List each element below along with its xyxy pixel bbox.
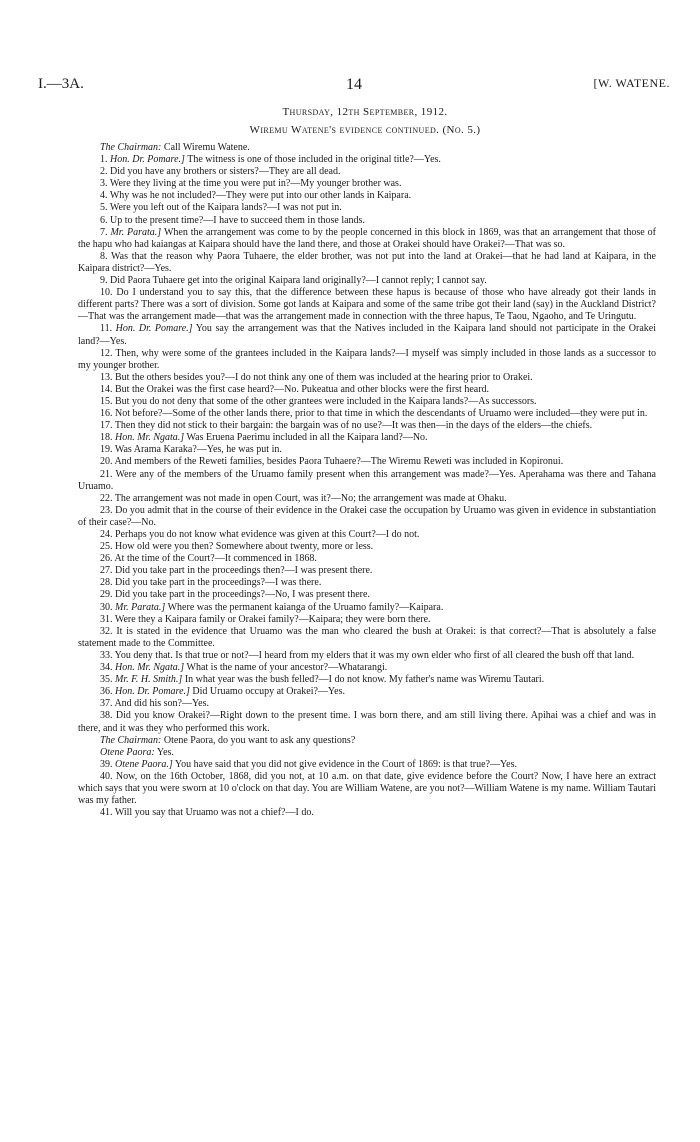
paragraph-text: Was Eruena Paerimu included in all the Kaipara land?—No. bbox=[184, 432, 428, 444]
paragraph-text: Call Wiremu Watene. bbox=[161, 142, 250, 153]
transcript-paragraph bbox=[78, 348, 656, 372]
transcript-paragraph bbox=[78, 384, 656, 396]
transcript-paragraph bbox=[78, 287, 656, 323]
transcript-paragraph bbox=[78, 493, 656, 505]
transcript-paragraph bbox=[78, 602, 656, 614]
transcript-paragraph bbox=[78, 456, 656, 468]
transcript-paragraph bbox=[78, 202, 656, 214]
question-number: 19. bbox=[100, 444, 113, 456]
paragraph-text: Did you know Orakei?—Right down to the present time. I was born there, and am still living there. Apihai was a chief and was in there, and it was they who performed this work. bbox=[78, 710, 656, 734]
paragraph-text: At the time of the Court?—It commenced in 1868. bbox=[114, 553, 317, 565]
question-number: 2. bbox=[100, 166, 108, 178]
question-number: 23. bbox=[100, 504, 113, 516]
transcript-paragraph bbox=[78, 674, 656, 686]
paragraph-text: Did you take part in the proceedings then?—I was present there. bbox=[115, 565, 373, 577]
transcript-paragraph bbox=[78, 807, 656, 819]
question-number: 12. bbox=[100, 347, 113, 359]
transcript-paragraph bbox=[78, 565, 656, 577]
transcript-paragraph bbox=[78, 710, 656, 734]
paragraph-text: But you do not deny that some of the other grantees were included in the Kaipara lands?—As successors. bbox=[115, 395, 537, 407]
transcript-paragraph bbox=[78, 686, 656, 698]
paragraph-text: Perhaps you do not know what evidence was given at this Court?—I do not. bbox=[115, 529, 420, 540]
transcript-paragraph bbox=[78, 662, 656, 674]
question-number: 10. bbox=[100, 287, 113, 299]
question-number: 30. bbox=[100, 601, 113, 613]
question-number: 24. bbox=[100, 529, 113, 540]
speaker-name: Mr. F. H. Smith.] bbox=[115, 674, 183, 686]
question-number: 18. bbox=[100, 432, 113, 444]
transcript-paragraph bbox=[78, 469, 656, 493]
paragraph-text: Do you admit that in the course of their evidence in the Orakei case the occupation by Uruamo was given in evidence in substantiation of their case?—No. bbox=[78, 504, 656, 528]
paragraph-text: Otene Paora, do you want to ask any questions? bbox=[161, 734, 356, 746]
transcript-paragraph bbox=[78, 432, 656, 444]
paragraph-text: Did Paora Tuhaere get into the original Kaipara land originally?—I cannot reply; I cannot say. bbox=[110, 275, 487, 287]
question-number: 27. bbox=[100, 565, 113, 577]
question-number: 29. bbox=[100, 589, 113, 601]
transcript-paragraph bbox=[78, 178, 656, 190]
paragraph-text: Did Uruamo occupy at Orakei?—Yes. bbox=[189, 686, 345, 698]
paragraph-text: Now, on the 16th October, 1868, did you not, at 10 a.m. on that date, give evidence before the Court? Now, I have here an extract which says that you were sworn at 10 o'clock on that day. You are William Watene, are you not?—William Watene is my name. William Tautari was my father. bbox=[78, 770, 657, 807]
paragraph-text: But the Orakei was the first case heard?—No. Pukeatua and other blocks were the first heard. bbox=[115, 383, 490, 395]
question-number: 7. bbox=[100, 226, 108, 238]
paragraph-text: How old were you then? Somewhere about twenty, more or less. bbox=[115, 541, 374, 553]
transcript-paragraph bbox=[78, 251, 656, 275]
paragraph-text: Not before?—Some of the other lands there, prior to that time in which the descendants of Uruamo were included—they were put in. bbox=[115, 408, 648, 420]
witness-name-header: [W. WATENE. bbox=[593, 76, 670, 90]
question-number: 14. bbox=[100, 383, 113, 395]
paragraph-text: You have said that you did not give evidence in the Court of 1869: is that true?—Yes. bbox=[172, 758, 517, 770]
question-number: 31. bbox=[100, 613, 113, 625]
transcript-paragraph bbox=[78, 323, 656, 347]
paragraph-text: Why was he not included?—They were put into our other lands in Kaipara. bbox=[109, 190, 412, 202]
paragraph-text: Where was the permanent kaianga of the Uruamo family?—Kaipara. bbox=[165, 601, 444, 613]
question-number: 28. bbox=[100, 577, 113, 589]
question-number: 4. bbox=[100, 190, 108, 202]
paragraph-text: In what year was the bush felled?—I do not know. My father's name was Wiremu Tautari. bbox=[182, 674, 545, 686]
speaker-name: Hon. Dr. Pomare.] bbox=[115, 686, 190, 698]
question-number: 3. bbox=[100, 178, 108, 190]
question-number: 41. bbox=[100, 807, 113, 819]
question-number: 35. bbox=[100, 674, 113, 686]
paragraph-text: Then, why were some of the grantees included in the Kaipara lands?—I myself was simply included in those lands as a successor to my younger brother. bbox=[78, 347, 656, 371]
speaker-name: Mr. Parata.] bbox=[115, 601, 166, 613]
transcript-paragraph bbox=[78, 553, 656, 565]
transcript-paragraph bbox=[78, 190, 656, 202]
question-number: 34. bbox=[100, 662, 113, 674]
evidence-heading: Wiremu Watene's evidence continued. (No. 5.) bbox=[249, 124, 481, 136]
date-heading: Thursday, 12th September, 1912. bbox=[282, 106, 448, 118]
speaker-name: Otene Paora: bbox=[100, 746, 155, 758]
question-number: 20. bbox=[100, 456, 113, 468]
transcript-paragraph bbox=[78, 215, 656, 227]
paragraph-text: And members of the Reweti families, besides Paora Tuhaere?—The Wiremu Reweti was included in Kopironui. bbox=[114, 456, 564, 468]
transcript-paragraph bbox=[78, 759, 656, 771]
question-number: 5. bbox=[100, 202, 108, 214]
paragraph-text: Did you take part in the proceedings?—No, I was present there. bbox=[115, 589, 370, 601]
question-number: 39. bbox=[100, 758, 113, 770]
document-reference: I.—3A. bbox=[38, 76, 84, 92]
paragraph-text: Do I understand you to say this, that the difference between these hapus is because of those who have already got their lands in different parts? There was a sort of division. Some got lands at Kaipara and some of the same tribe got their land (say) in the Auckland District?—That was the arrangement made—that was the arrangement made in connection with the three hapus, Te Taou, Ngaoho, and Te Uringutu. bbox=[78, 287, 656, 323]
paragraph-text: Did you have any brothers or sisters?—They are all dead. bbox=[110, 166, 341, 178]
transcript-paragraph bbox=[78, 577, 656, 589]
paragraph-text: Were you left out of the Kaipara lands?—I was not put in. bbox=[109, 202, 342, 214]
transcript-paragraph bbox=[78, 698, 656, 710]
question-number: 11. bbox=[100, 323, 113, 335]
paragraph-text: Did you take part in the proceedings?—I was there. bbox=[115, 577, 322, 589]
speaker-name: The Chairman: bbox=[100, 734, 162, 746]
transcript-paragraph bbox=[78, 589, 656, 601]
speaker-name: Hon. Dr. Pomare.] bbox=[115, 323, 193, 335]
question-number: 40. bbox=[100, 770, 113, 782]
speaker-name: Hon. Dr. Pomare.] bbox=[110, 154, 185, 166]
transcript-paragraph bbox=[78, 650, 656, 662]
transcript-paragraph bbox=[78, 505, 656, 529]
paragraph-text: Were any of the members of the Uruamo family present when this arrangement was made?—Yes. Aperahama was there and Tahana Uruamo. bbox=[78, 468, 656, 492]
question-number: 16. bbox=[100, 408, 113, 420]
section-titles bbox=[60, 106, 670, 141]
transcript-paragraph bbox=[78, 735, 656, 747]
transcript-body bbox=[78, 142, 656, 819]
transcript-paragraph bbox=[78, 614, 656, 626]
paragraph-text: Was Arama Karaka?—Yes, he was put in. bbox=[114, 444, 282, 456]
speaker-name: Hon. Mr. Ngata.] bbox=[115, 662, 185, 674]
question-number: 36. bbox=[100, 686, 113, 698]
question-number: 13. bbox=[100, 371, 113, 383]
paragraph-text: Will you say that Uruamo was not a chief?—I do. bbox=[114, 807, 314, 819]
question-number: 22. bbox=[100, 492, 113, 504]
paragraph-text: What is the name of your ancestor?—Whatarangi. bbox=[184, 662, 388, 674]
transcript-paragraph bbox=[78, 154, 656, 166]
paragraph-text: But the others besides you?—I do not think any one of them was included at the hearing prior to Orakei. bbox=[115, 371, 533, 383]
transcript-paragraph bbox=[78, 396, 656, 408]
transcript-paragraph bbox=[78, 420, 656, 432]
transcript-paragraph bbox=[78, 275, 656, 287]
question-number: 25. bbox=[100, 541, 113, 553]
paragraph-text: Was that the reason why Paora Tuhaere, the elder brother, was not put into the land at Orakei—that he had land at Kaipara, in the Kaipara district?—Yes. bbox=[78, 250, 656, 274]
question-number: 37. bbox=[100, 698, 113, 710]
transcript-paragraph bbox=[78, 227, 656, 251]
transcript-paragraph bbox=[78, 166, 656, 178]
paragraph-text: Yes. bbox=[154, 746, 174, 758]
transcript-paragraph bbox=[78, 529, 656, 541]
question-number: 32. bbox=[100, 625, 113, 637]
transcript-paragraph bbox=[78, 142, 656, 154]
transcript-paragraph bbox=[78, 444, 656, 456]
question-number: 1. bbox=[100, 154, 108, 166]
paragraph-text: The arrangement was not made in open Court, was it?—No; the arrangement was made at Ohaku. bbox=[114, 492, 507, 504]
paragraph-text: Were they a Kaipara family or Orakei family?—Kaipara; they were born there. bbox=[114, 613, 431, 625]
paragraph-text: When the arrangement was come to by the people concerned in this block in 1869, was that an arrangement that those of the hapu who had kaiangas at Kaipara should have the land there, and those at Orakei should have Orakei?—That was so. bbox=[78, 226, 656, 250]
paragraph-text: Up to the present time?—I have to succeed them in those lands. bbox=[110, 214, 365, 226]
speaker-name: Hon. Mr. Ngata.] bbox=[115, 432, 185, 444]
transcript-paragraph bbox=[78, 372, 656, 384]
question-number: 8. bbox=[100, 250, 108, 262]
transcript-paragraph bbox=[78, 626, 656, 650]
paragraph-text: And did his son?—Yes. bbox=[114, 698, 210, 710]
question-number: 9. bbox=[100, 275, 108, 287]
question-number: 21. bbox=[100, 468, 113, 480]
paragraph-text: You say the arrangement was that the Natives included in the Kaipara land should not participate in the Orakei land?—Yes. bbox=[78, 323, 656, 347]
paragraph-text: It is stated in the evidence that Uruamo was the man who cleared the bush at Orakei: is that correct?—That is absolutely a false statement made to the Committee. bbox=[78, 625, 657, 649]
question-number: 38. bbox=[100, 710, 113, 722]
paragraph-text: The witness is one of those included in the original title?—Yes. bbox=[184, 154, 441, 166]
transcript-paragraph bbox=[78, 408, 656, 420]
page-number: 14 bbox=[346, 76, 362, 93]
transcript-paragraph bbox=[78, 747, 656, 759]
paragraph-text: You deny that. Is that true or not?—I heard from my elders that it was my own elder who first of all cleared the bush off that land. bbox=[114, 649, 635, 661]
page-header bbox=[38, 76, 670, 98]
question-number: 17. bbox=[100, 420, 113, 432]
speaker-name: Mr. Parata.] bbox=[110, 226, 162, 238]
question-number: 15. bbox=[100, 395, 113, 407]
speaker-name: Otene Paora.] bbox=[115, 758, 173, 770]
paragraph-text: Then they did not stick to their bargain: the bargain was of no use?—It was then—in the days of the elders—the chiefs. bbox=[114, 420, 593, 432]
question-number: 26. bbox=[100, 553, 113, 565]
transcript-paragraph bbox=[78, 541, 656, 553]
transcript-paragraph bbox=[78, 771, 656, 807]
speaker-name: The Chairman: bbox=[100, 142, 162, 153]
question-number: 6. bbox=[100, 214, 108, 226]
question-number: 33. bbox=[100, 649, 113, 661]
paragraph-text: Were they living at the time you were put in?—My younger brother was. bbox=[109, 178, 402, 190]
